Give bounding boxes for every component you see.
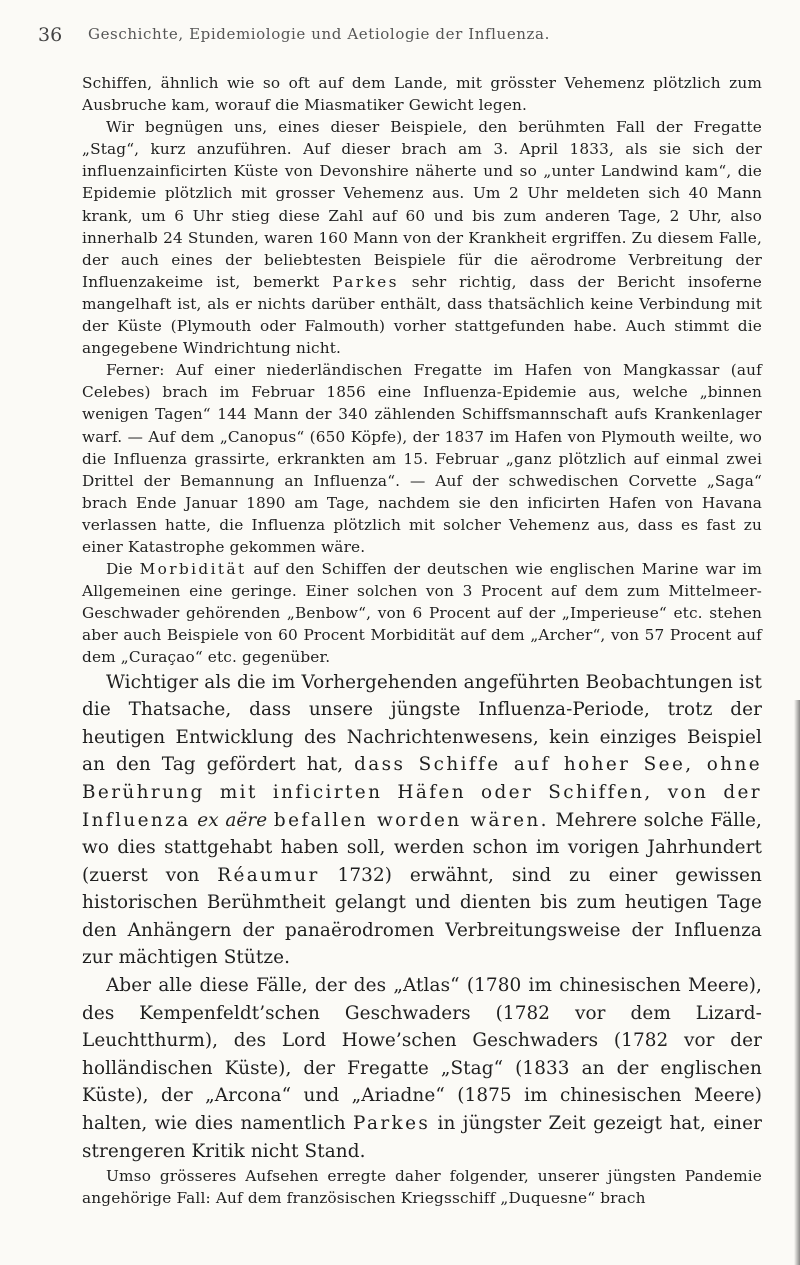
- text-run: sehr richtig, dass der Bericht insoferne mangelhaft ist, als er nichts darüber enthält, dass thatsächlich keine Verbindung mit der Küste (Plymouth oder Falmouth) vorher stattgefunden habe. Auch stimmt die angegebene Windrichtung nicht.: [82, 272, 762, 358]
- text-run: Wir begnügen uns, eines dieser Beispiele, den berühmten Fall der Fregatte „Stag“, kurz anzuführen. Auf dieser brach am 3. April 1833, als sie sich der influenzainficirten Küste von Devonshire näherte und so „unter Landwind kam“, die Epidemie plötzlich mit grosser Vehemenz aus. Um 2 Uhr meldeten sich 40 Mann krank, um 6 Uhr stieg diese Zahl auf 60 und bis zum anderen Tage, 2 Uhr, also innerhalb 24 Stunden, waren 160 Mann von der Krankheit ergriffen. Zu diesem Falle, der auch eines der beliebtesten Beispiele für die aërodrome Verbreitung der Influenzakeime ist, bemerkt: [82, 118, 762, 291]
- page-header: [0, 24, 800, 54]
- text-run: Wichtiger als die im Vorhergehenden angeführten Beobachtungen ist die Thatsache, dass unsere jüngste Influenza-Periode, trotz der heutigen Entwicklung des Nachrichtenwesens, kein einziges Beispiel an den Tag gefördert hat,: [82, 671, 762, 776]
- paragraph: [82, 972, 762, 1165]
- emphasis-spaced: Parkes: [332, 272, 399, 291]
- emphasis-spaced: befallen worden wären.: [273, 809, 549, 831]
- text-run: 1732) erwähnt, sind zu einer gewissen historischen Berühmtheit gelangt und dienten bis zum heutigen Tage den Anhängern der panaërodromen Verbreitungsweise der Influenza zur mächtigen Stütze.: [82, 864, 762, 969]
- text-run: Mehrere solche Fälle, wo dies stattgehabt haben soll, werden schon im vorigen Jahrhundert (zuerst von: [82, 809, 762, 886]
- body-text: [82, 72, 762, 1209]
- paragraph: [82, 558, 762, 668]
- text-run: Umso grösseres Aufsehen erregte daher folgender, unserer jüngsten Pandemie angehörige Fall: Auf dem französischen Kriegsschiff „Duquesne“ brach: [82, 1167, 762, 1208]
- text-run: Schiffen, ähnlich wie so oft auf dem Lande, mit grösster Vehemenz plötzlich zum Ausbruche kam, worauf die Miasmatiker Gewicht legen.: [82, 74, 762, 115]
- text-run: Die: [106, 560, 140, 579]
- paragraph: [82, 359, 762, 558]
- paragraph: [82, 669, 762, 973]
- text-run: Ferner: Auf einer niederländischen Fregatte im Hafen von Mangkassar (auf Celebes) brach im Februar 1856 eine Influenza-Epidemie aus, welche „binnen wenigen Tagen“ 144 Mann der 340 zählenden Schiffsmannschaft aufs Krankenlager warf. — Auf dem „Canopus“ (650 Köpfe), der 1837 im Hafen von Plymouth weilte, wo die Influenza grassirte, erkrankten am 15. Februar „ganz plötzlich auf einmal zwei Drittel der Bemannung an Influenza“. — Auf der schwedischen Corvette „Saga“ brach Ende Januar 1890 am Tage, nachdem sie den inficirten Hafen von Havana verlassen hatte, die Influenza plötzlich mit solcher Vehemenz aus, dass es fast zu einer Katastrophe gekommen wäre.: [82, 361, 762, 556]
- page-number: 36: [38, 24, 63, 46]
- running-head: Geschichte, Epidemiologie und Aetiologie der Influenza.: [88, 25, 550, 43]
- text-run: [267, 810, 274, 831]
- emphasis-spaced: Réaumur: [217, 864, 320, 886]
- emphasis-spaced: dass Schiffe auf hoher See, ohne Berührung mit inficirten Häfen oder Schiffen, von der Influenza: [82, 754, 762, 831]
- emphasis-spaced: Parkes: [353, 1113, 431, 1135]
- scan-edge-shadow: [794, 700, 800, 1265]
- text-run: in jüngster Zeit gezeigt hat, einer strengeren Kritik nicht Stand.: [82, 1113, 762, 1162]
- paragraph: [82, 116, 762, 359]
- text-run: Aber alle diese Fälle, der des „Atlas“ (1780 im chinesischen Meere), des Kempenfeldt’schen Geschwaders (1782 vor dem Lizard-Leuchtthurm), des Lord Howe’schen Geschwaders (1782 vor der holländischen Küste), der Fregatte „Stag“ (1833 an der englischen Küste), der „Arcona“ und „Ariadne“ (1875 im chinesischen Meere) halten, wie dies namentlich: [82, 975, 762, 1135]
- text-run: auf den Schiffen der deutschen wie englischen Marine war im Allgemeinen eine geringe. Einer solchen von 3 Procent auf dem zum Mittelmeer-Geschwader gehörenden „Benbow“, von 6 Procent auf der „Imperieuse“ etc. stehen aber auch Beispiele von 60 Procent Morbidität auf dem „Archer“, von 57 Procent auf dem „Curaçao“ etc. gegenüber.: [82, 560, 763, 667]
- emphasis-spaced: Morbidität: [139, 560, 247, 579]
- emphasis-italic: ex aëre: [197, 809, 268, 831]
- paragraph: [82, 72, 762, 116]
- paragraph: [82, 1165, 762, 1209]
